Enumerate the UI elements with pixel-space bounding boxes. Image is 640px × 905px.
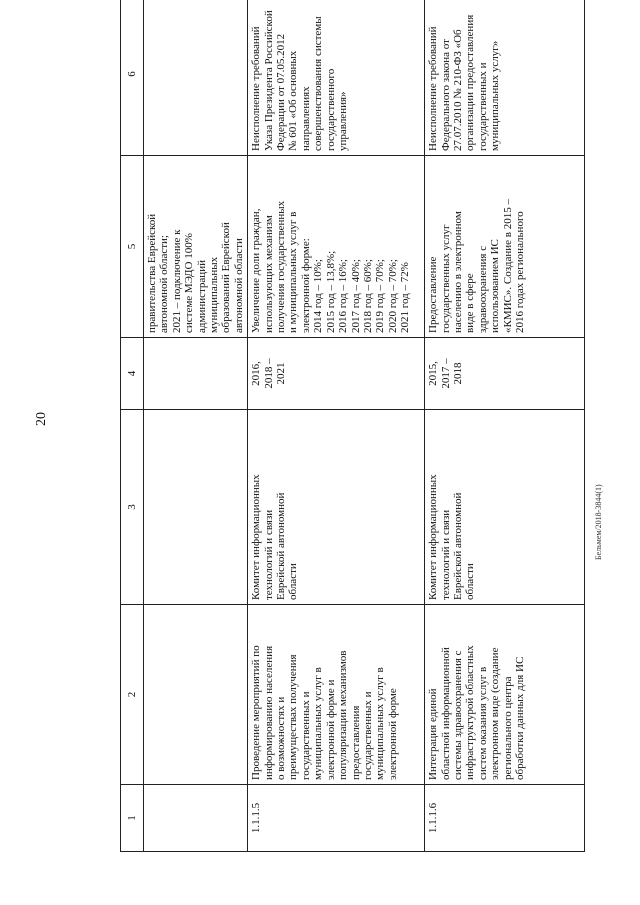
row-years: 2015, 2017 – 2018: [425, 338, 585, 410]
row-result: Увеличение доли граждан, использующих механизм получения государственных и муниципальных услуг в электронной форме: 2014 год – 10%; 2015 год – 13,8%; 2016 год – 16%; 2017 год – 40%; 2018 год – 60%; 2019 год – 70%; 2020 год – 70%; 2021 год – 72%: [248, 156, 425, 338]
table-row: [425, 0, 585, 852]
row-measure: [144, 605, 248, 785]
row-id: 1.1.1.5: [248, 785, 425, 852]
row-years: [144, 338, 248, 410]
document-footer-code: Бельмем/2018-3844(1): [594, 484, 603, 560]
row-measure: Проведение мероприятий по информированию населения о возможностях и преимуществах получения государственных и муниципальных услуг в электронной форме и популяризации механизмов предоставления государственных и муниципальных услуг в электронной форме: [248, 605, 425, 785]
row-measure: Интеграция единой областной информационной системы здравоохранения с инфраструктурой областных систем оказания услуг в электронном виде (создание регионального центра обработки данных для ИС: [425, 605, 585, 785]
table-row: [248, 0, 425, 852]
page-number: 20: [34, 412, 49, 426]
table-header-row: [121, 0, 144, 852]
row-result: правительства Еврейской автономной области; 2021 – подключение к системе МЭДО 100% администраций муниципальных образований Еврейской автономной области: [144, 156, 248, 338]
column-header-5: 5: [121, 156, 144, 338]
measures-table: [120, 10, 583, 852]
row-id: [144, 785, 248, 852]
column-header-1: 1: [121, 785, 144, 852]
column-header-3: 3: [121, 410, 144, 605]
row-executor: Комитет информационных технологий и связи Еврейской автономной области: [425, 410, 585, 605]
row-consequence: Неисполнение требований Федерального закона от 27.07.2010 № 210-ФЗ «Об организации предоставления государственных и муниципальных услуг»: [425, 0, 585, 156]
row-executor: Комитет информационных технологий и связи Еврейской автономной области: [248, 410, 425, 605]
row-id: 1.1.1.6: [425, 785, 585, 852]
row-consequence: Неисполнение требований Указа Президента Российской Федерации от 07.05.2012 № 601 «Об основных направлениях совершенствования системы государственного управления»: [248, 0, 425, 156]
row-consequence: [144, 0, 248, 156]
column-header-4: 4: [121, 338, 144, 410]
table-row: [144, 0, 248, 852]
row-years: 2016, 2018 – 2021: [248, 338, 425, 410]
row-result: Предоставление государственных услуг населению в электронном виде в сфере здравоохранения с использованием ИС «КМИС». Создание в 2015 – 2016 годах регионального: [425, 156, 585, 338]
column-header-2: 2: [121, 605, 144, 785]
row-executor: [144, 410, 248, 605]
column-header-6: 6: [121, 0, 144, 156]
